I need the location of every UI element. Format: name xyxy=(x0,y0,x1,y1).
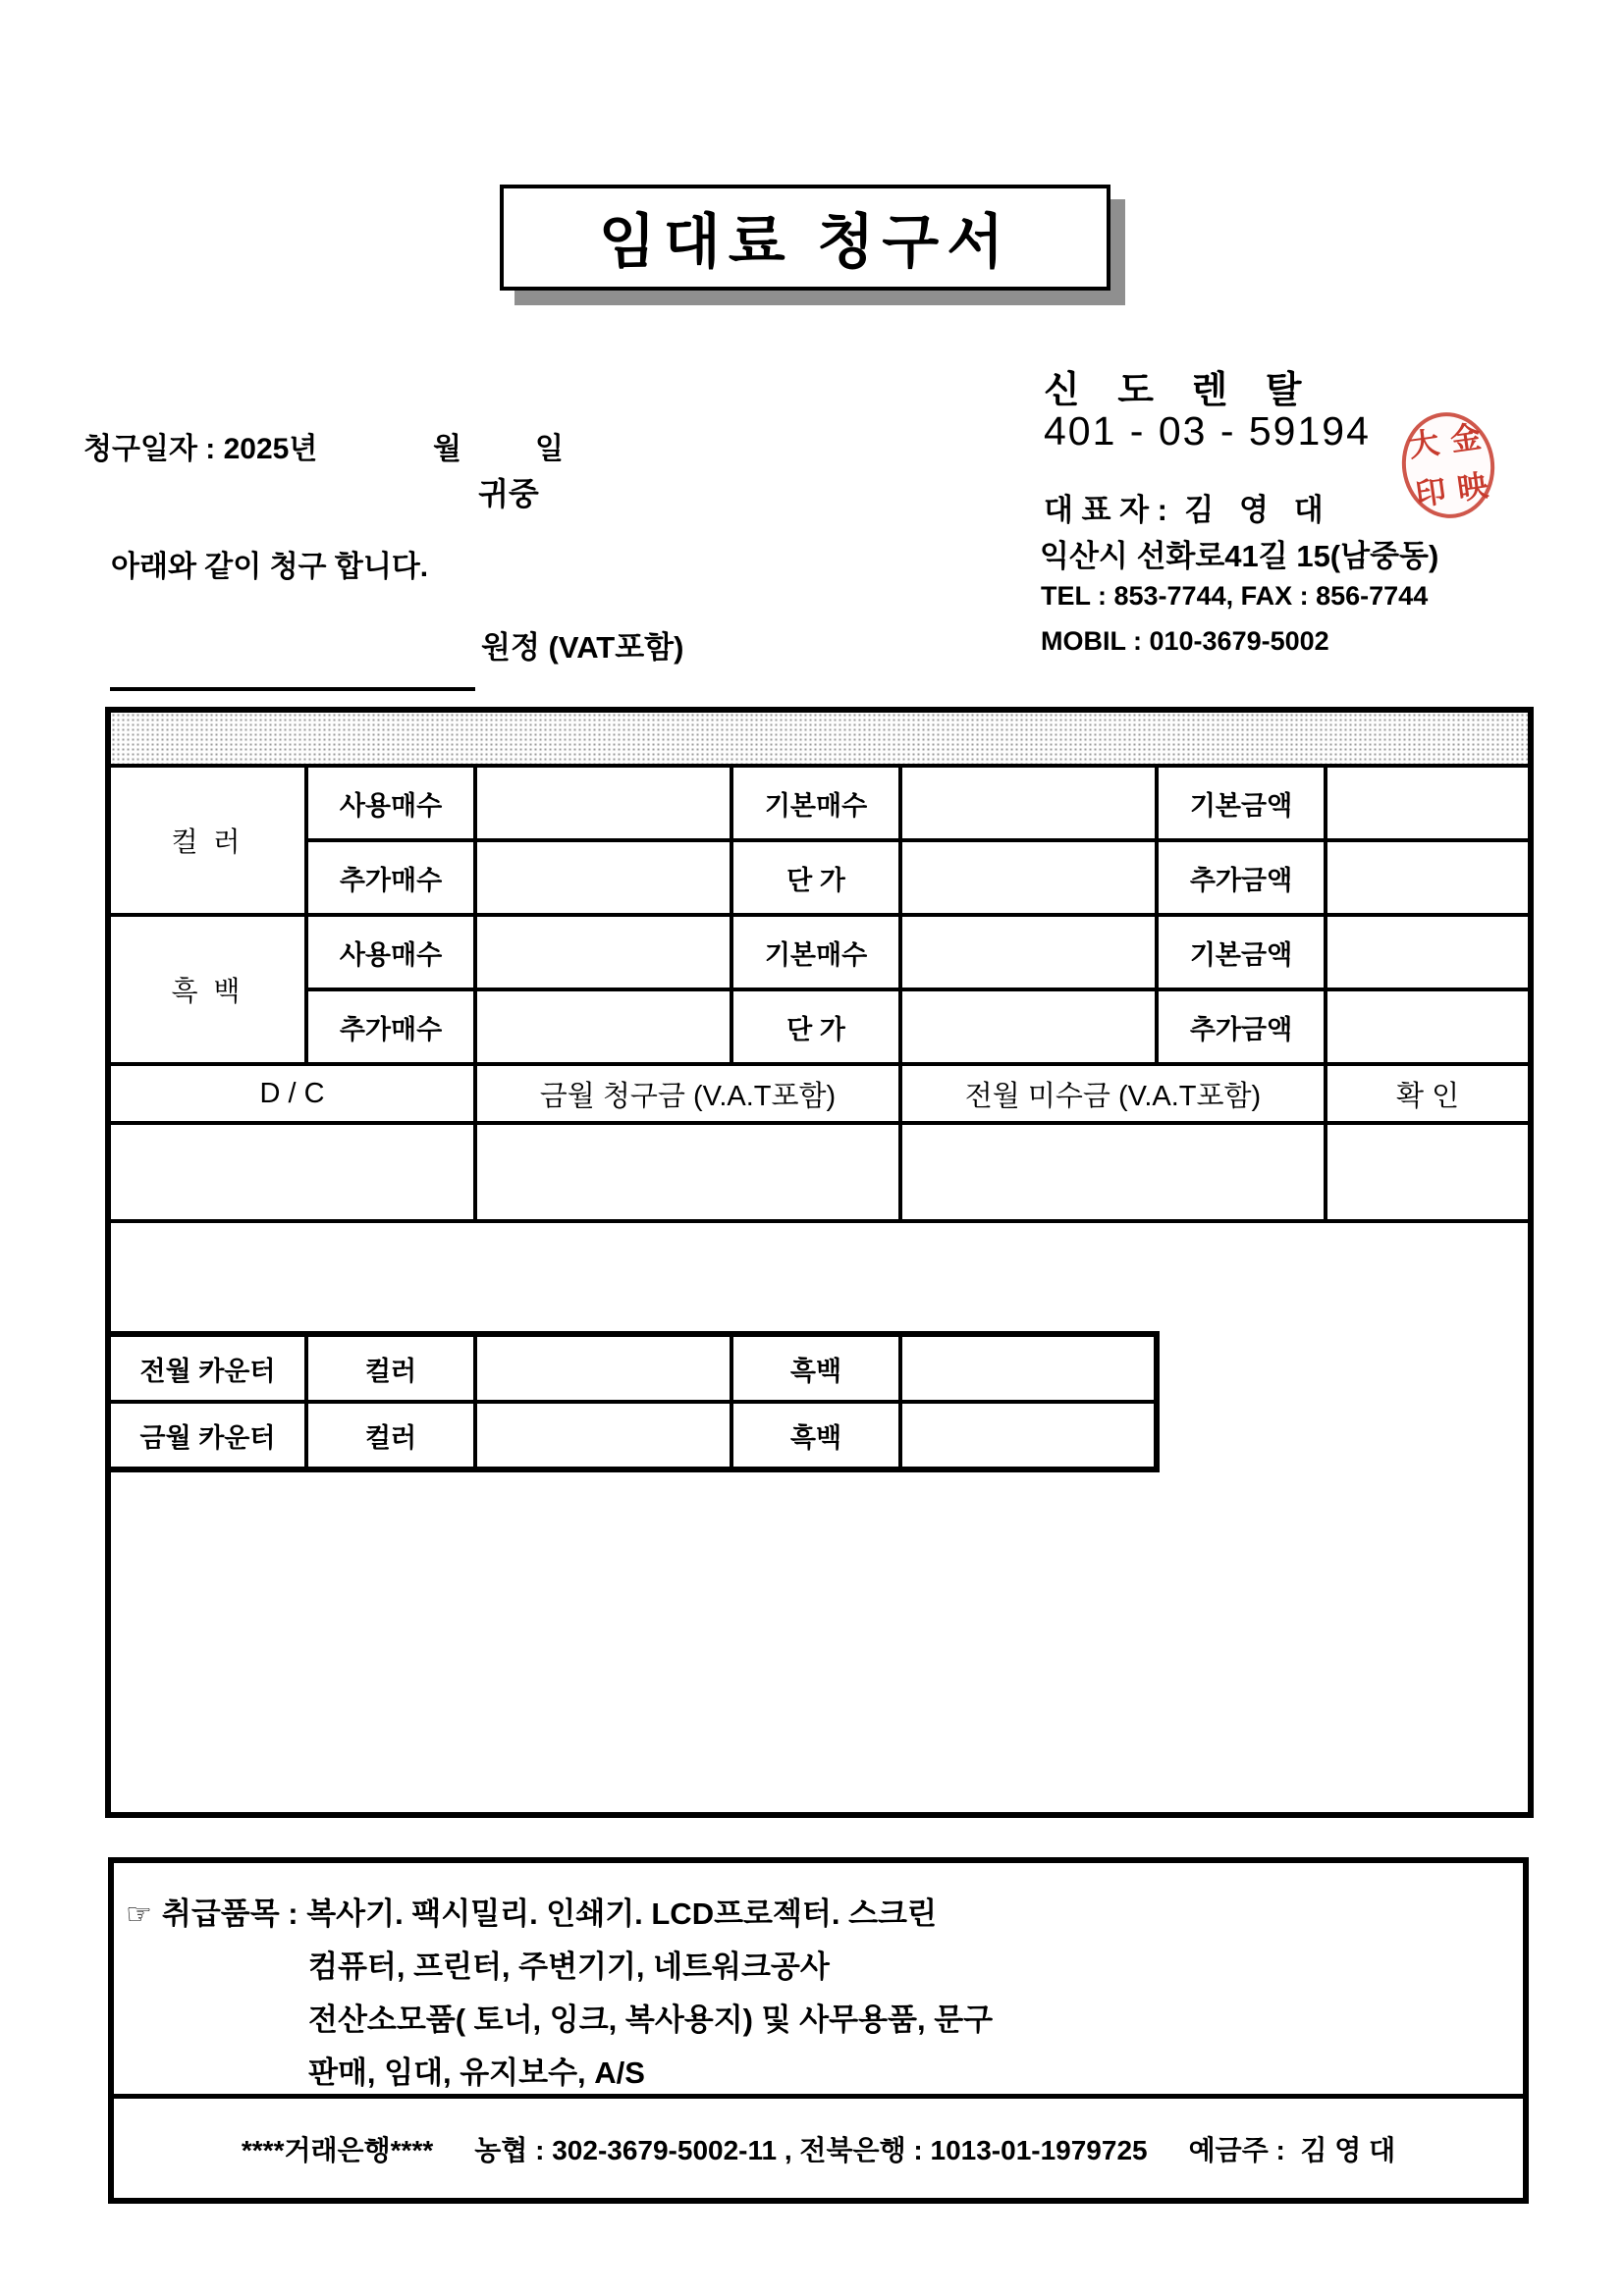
label-base-amount: 기본금액 xyxy=(1157,766,1326,840)
value-cell xyxy=(900,840,1157,915)
handled-items-line1 xyxy=(126,1889,937,1933)
notes-area-row xyxy=(108,1221,1531,1815)
label-extra-amount: 추가금액 xyxy=(1157,840,1326,915)
value-cell xyxy=(475,766,731,840)
label-dc: D / C xyxy=(108,1064,475,1123)
header-band xyxy=(108,710,1531,766)
value-current-color xyxy=(475,1402,731,1469)
value-dc xyxy=(108,1123,475,1221)
bank-info-row xyxy=(114,2094,1523,2198)
notice-text: 아래와 같이 청구 합니다. xyxy=(111,551,429,583)
handled-items-section xyxy=(114,1863,1523,2099)
bill-date-month-label: 월 xyxy=(433,433,461,465)
label-color: 컬러 xyxy=(306,1334,475,1402)
label-extra-count: 추가매수 xyxy=(306,989,475,1064)
label-unit-price: 단 가 xyxy=(731,840,900,915)
notes-area xyxy=(108,1221,1531,1815)
table-row xyxy=(108,840,1531,915)
seal-char-top-left: 大 xyxy=(1406,424,1442,463)
table-row xyxy=(108,915,1531,989)
company-address: 익산시 선화로41길 15(남중동) xyxy=(1040,539,1439,573)
value-confirm xyxy=(1326,1123,1531,1221)
label-base-count: 기본매수 xyxy=(731,915,900,989)
company-seal-stamp-icon xyxy=(1395,406,1501,524)
value-cell xyxy=(1326,766,1531,840)
label-extra-amount: 추가금액 xyxy=(1157,989,1326,1064)
seal-char-bottom-left: 印 xyxy=(1413,473,1448,512)
current-counter-row xyxy=(108,1402,1157,1469)
bill-date-day-label: 일 xyxy=(535,433,564,465)
counter-table xyxy=(105,1331,1160,1472)
value-previous-month-unpaid xyxy=(900,1123,1326,1221)
section-label-bw: 흑 백 xyxy=(108,915,306,1064)
table-row xyxy=(108,766,1531,840)
previous-counter-row xyxy=(108,1334,1157,1402)
value-cell xyxy=(1326,840,1531,915)
handled-items-line3: 전산소모품( 토너, 잉크, 복사용지) 및 사무용품, 문구 xyxy=(308,2002,994,2037)
handled-items-text: 취급품목 : 복사기. 팩시밀리. 인쇄기. LCD프로젝터. 스크린 xyxy=(161,1896,937,1931)
label-extra-count: 추가매수 xyxy=(306,840,475,915)
label-bw: 흑백 xyxy=(731,1334,900,1402)
pointing-hand-icon: ☞ xyxy=(126,1898,152,1931)
summary-header-row xyxy=(108,1064,1531,1123)
label-bw: 흑백 xyxy=(731,1402,900,1469)
value-cell xyxy=(475,840,731,915)
amount-suffix: 원정 (VAT포함) xyxy=(481,630,684,665)
value-cell xyxy=(1326,989,1531,1064)
value-current-month-billing xyxy=(475,1123,900,1221)
footer-box xyxy=(108,1857,1529,2204)
label-used-count: 사용매수 xyxy=(306,915,475,989)
label-base-count: 기본매수 xyxy=(731,766,900,840)
label-current-month-billing: 금월 청구금 (V.A.T포함) xyxy=(475,1064,900,1123)
value-cell xyxy=(475,989,731,1064)
table-header-band-row xyxy=(108,710,1531,766)
company-tel-fax: TEL : 853-7744, FAX : 856-7744 xyxy=(1041,581,1429,611)
label-previous-month-unpaid: 전월 미수금 (V.A.T포함) xyxy=(900,1064,1326,1123)
label-used-count: 사용매수 xyxy=(306,766,475,840)
value-cell xyxy=(475,915,731,989)
recipient-suffix: 귀중 xyxy=(478,476,539,511)
label-confirm: 확 인 xyxy=(1326,1064,1531,1123)
seal-char-bottom-right: 映 xyxy=(1454,467,1490,507)
handled-items-line4: 판매, 임대, 유지보수, A/S xyxy=(308,2056,645,2090)
label-unit-price: 단 가 xyxy=(731,989,900,1064)
value-cell xyxy=(900,989,1157,1064)
document-title: 임대료 청구서 xyxy=(598,209,1012,275)
label-color: 컬러 xyxy=(306,1402,475,1469)
amount-blank-underline xyxy=(110,648,475,691)
bank-section-label: ****거래은행**** xyxy=(241,2134,434,2165)
bill-date-label: 청구일자 : 2025년 xyxy=(83,433,318,465)
company-ceo-line: 대 표 자 : 김 영 대 xyxy=(1044,493,1324,527)
value-previous-color xyxy=(475,1334,731,1402)
label-current-counter: 금월 카운터 xyxy=(108,1402,306,1469)
seal-char-top-right: 金 xyxy=(1448,418,1484,457)
handled-items-line2: 컴퓨터, 프린터, 주변기기, 네트워크공사 xyxy=(308,1949,830,1984)
company-mobile: MOBIL : 010-3679-5002 xyxy=(1041,626,1329,656)
bank-accounts: 농협 : 302-3679-5002-11 , 전북은행 : 1013-01-1979725 xyxy=(474,2134,1148,2165)
label-previous-counter: 전월 카운터 xyxy=(108,1334,306,1402)
bank-account-holder: 예금주 : 김 영 대 xyxy=(1188,2134,1396,2165)
value-cell xyxy=(900,915,1157,989)
value-cell xyxy=(900,766,1157,840)
table-row xyxy=(108,989,1531,1064)
section-label-color: 컬 러 xyxy=(108,766,306,915)
value-cell xyxy=(1326,915,1531,989)
document-title-box xyxy=(500,185,1110,291)
summary-value-row xyxy=(108,1123,1531,1221)
value-current-bw xyxy=(900,1402,1157,1469)
value-previous-bw xyxy=(900,1334,1157,1402)
usage-table xyxy=(105,707,1534,1818)
company-reg-number: 401 - 03 - 59194 xyxy=(1044,408,1371,454)
company-name: 신 도 렌 탈 xyxy=(1044,370,1316,411)
label-base-amount: 기본금액 xyxy=(1157,915,1326,989)
